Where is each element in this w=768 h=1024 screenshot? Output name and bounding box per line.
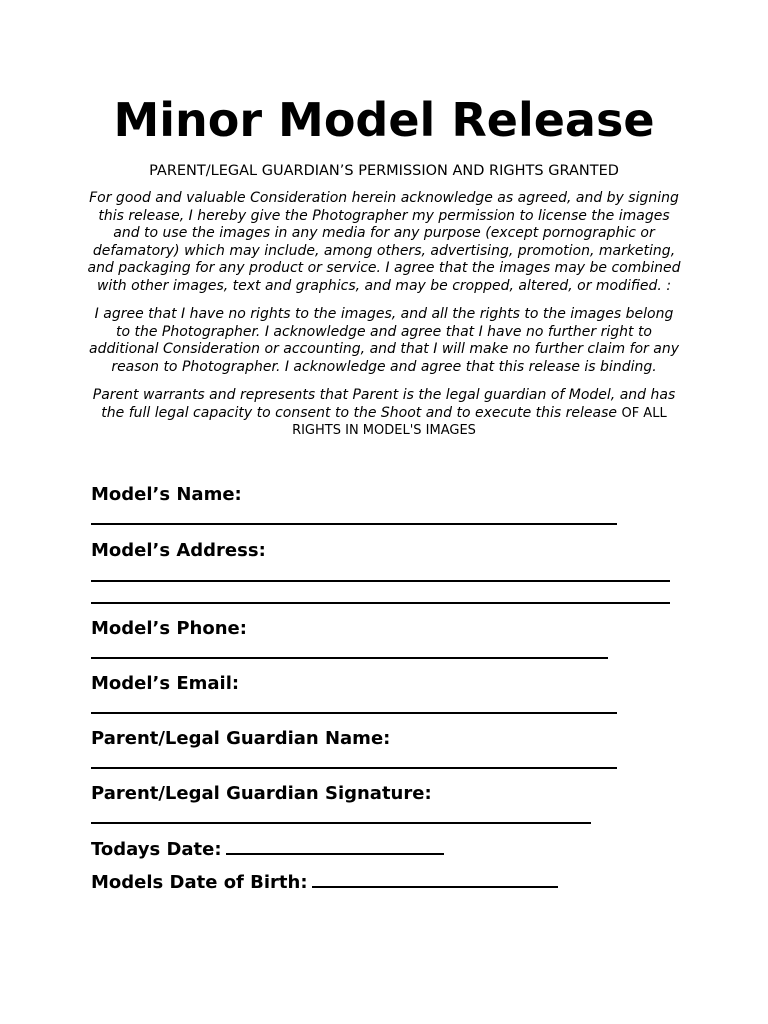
- dob-label: Models Date of Birth:: [91, 872, 308, 893]
- rights-paragraph: I agree that I have no rights to the images, and all the rights to the images belong to the Photographer. I acknowledge and agree that I have no further right to additional Consideration or accounting, and that I will make no further claim for any reason to Photographer. I acknowledge and agree that this release is binding.: [89, 306, 679, 375]
- dob-row: [91, 872, 558, 894]
- guardian-warranty-paragraph: [86, 387, 682, 440]
- dob-line[interactable]: [312, 872, 558, 888]
- model-name-label: Model’s Name:: [91, 484, 242, 505]
- guardian-signature-line[interactable]: [91, 822, 591, 824]
- todays-date-label: Todays Date:: [91, 839, 222, 860]
- guardian-name-line[interactable]: [91, 767, 617, 769]
- model-address-line-1[interactable]: [91, 580, 670, 582]
- todays-date-line[interactable]: [226, 839, 444, 855]
- todays-date-row: [91, 839, 444, 861]
- model-name-line[interactable]: [91, 523, 617, 525]
- guardian-signature-label: Parent/Legal Guardian Signature:: [91, 783, 432, 804]
- model-address-label: Model’s Address:: [91, 540, 266, 561]
- model-phone-line[interactable]: [91, 657, 608, 659]
- model-email-line[interactable]: [91, 712, 617, 714]
- guardian-name-label: Parent/Legal Guardian Name:: [91, 728, 391, 749]
- guardian-warranty-text: Parent warrants and represents that Parent is the legal guardian of Model, and has the full legal capacity to consent to the Shoot and to execute this release: [92, 387, 676, 421]
- page-title: Minor Model Release: [113, 93, 655, 147]
- guardian-warranty-caps: OF ALL RIGHTS IN MODEL'S IMAGES: [292, 405, 667, 439]
- subtitle: PARENT/LEGAL GUARDIAN’S PERMISSION AND RIGHTS GRANTED: [149, 163, 619, 179]
- model-address-line-2[interactable]: [91, 602, 670, 604]
- model-phone-label: Model’s Phone:: [91, 618, 247, 639]
- consideration-paragraph: For good and valuable Consideration herein acknowledge as agreed, and by signing this release, I hereby give the Photographer my permission to license the images and to use the images in any media for any purpose (except pornographic or defamatory) which may include, among others, advertising, promotion, marketing, and packaging for any product or service. I agree that the images may be combined with other images, text and graphics, and may be cropped, altered, or modified. :: [87, 190, 681, 294]
- model-email-label: Model’s Email:: [91, 673, 240, 694]
